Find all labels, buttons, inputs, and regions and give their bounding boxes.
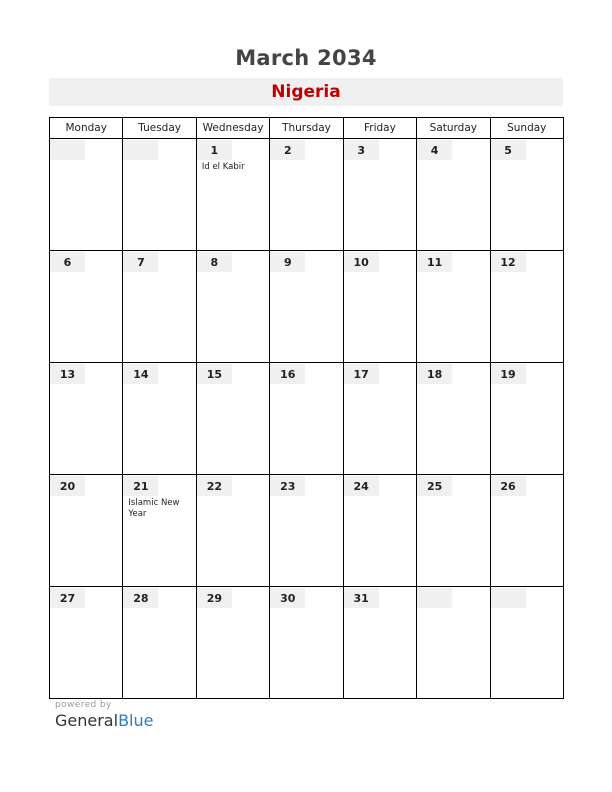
day-cell <box>270 139 343 251</box>
day-number: 24 <box>344 476 379 496</box>
day-number: 31 <box>344 588 379 608</box>
day-cell <box>417 587 490 699</box>
day-number: 14 <box>123 364 158 384</box>
day-cell <box>417 139 490 251</box>
day-cell <box>270 587 343 699</box>
day-cell <box>343 251 416 363</box>
day-number: 16 <box>270 364 305 384</box>
day-number: 2 <box>270 140 305 160</box>
day-number: 18 <box>417 364 452 384</box>
day-cell <box>417 363 490 475</box>
day-number: 15 <box>197 364 232 384</box>
day-number <box>417 588 452 608</box>
day-cell <box>270 363 343 475</box>
day-cell <box>123 139 196 251</box>
day-cell <box>490 139 563 251</box>
day-cell <box>417 475 490 587</box>
day-number <box>491 588 526 608</box>
day-cell <box>50 475 123 587</box>
day-number: 13 <box>50 364 85 384</box>
day-cell <box>123 475 196 587</box>
day-cell <box>343 139 416 251</box>
day-number: 4 <box>417 140 452 160</box>
weekday-header: Wednesday <box>196 118 269 139</box>
day-number: 27 <box>50 588 85 608</box>
day-number: 30 <box>270 588 305 608</box>
weekday-header: Sunday <box>490 118 563 139</box>
generalblue-logo[interactable] <box>55 711 153 730</box>
week-row <box>50 587 564 699</box>
day-number: 10 <box>344 252 379 272</box>
day-number: 29 <box>197 588 232 608</box>
powered-by-text: powered by <box>55 700 112 710</box>
day-cell <box>270 251 343 363</box>
day-cell <box>196 475 269 587</box>
day-cell <box>123 251 196 363</box>
calendar-grid <box>49 117 564 699</box>
footer <box>55 700 153 730</box>
brand-blue: Blue <box>118 711 154 730</box>
day-number: 26 <box>491 476 526 496</box>
week-row <box>50 363 564 475</box>
weekday-header-row <box>50 118 564 139</box>
day-number: 8 <box>197 252 232 272</box>
day-cell <box>196 363 269 475</box>
weekday-header: Tuesday <box>123 118 196 139</box>
day-cell <box>343 587 416 699</box>
calendar-body <box>50 139 564 699</box>
day-number: 25 <box>417 476 452 496</box>
day-number: 23 <box>270 476 305 496</box>
day-cell <box>270 475 343 587</box>
day-cell <box>196 587 269 699</box>
day-number: 3 <box>344 140 379 160</box>
day-cell <box>490 475 563 587</box>
week-row <box>50 139 564 251</box>
weekday-header: Saturday <box>417 118 490 139</box>
day-number: 12 <box>491 252 526 272</box>
day-cell <box>50 139 123 251</box>
day-number: 9 <box>270 252 305 272</box>
day-number: 17 <box>344 364 379 384</box>
day-cell <box>123 363 196 475</box>
day-cell <box>490 251 563 363</box>
day-cell <box>343 475 416 587</box>
weekday-header: Friday <box>343 118 416 139</box>
day-number: 7 <box>123 252 158 272</box>
weekday-header: Thursday <box>270 118 343 139</box>
weekday-header: Monday <box>50 118 123 139</box>
day-number: 1 <box>197 140 232 160</box>
day-number: 11 <box>417 252 452 272</box>
day-number: 22 <box>197 476 232 496</box>
day-cell <box>123 587 196 699</box>
country-name: Nigeria <box>49 78 563 106</box>
day-cell <box>490 363 563 475</box>
holiday-label: Id el Kabir <box>201 162 245 172</box>
brand-general: General <box>55 711 119 730</box>
day-number <box>50 140 85 160</box>
day-cell <box>417 251 490 363</box>
page-title: March 2034 <box>235 46 377 70</box>
day-cell <box>50 251 123 363</box>
day-cell <box>343 363 416 475</box>
day-number: 20 <box>50 476 85 496</box>
day-number: 5 <box>491 140 526 160</box>
day-cell <box>490 587 563 699</box>
day-cell <box>50 587 123 699</box>
week-row <box>50 251 564 363</box>
day-number: 6 <box>50 252 85 272</box>
day-number: 28 <box>123 588 158 608</box>
holiday-label: Islamic New Year <box>128 498 180 519</box>
day-number: 19 <box>491 364 526 384</box>
day-cell <box>196 139 269 251</box>
day-cell <box>196 251 269 363</box>
week-row <box>50 475 564 587</box>
day-number <box>123 140 158 160</box>
day-cell <box>50 363 123 475</box>
day-number: 21 <box>123 476 158 496</box>
